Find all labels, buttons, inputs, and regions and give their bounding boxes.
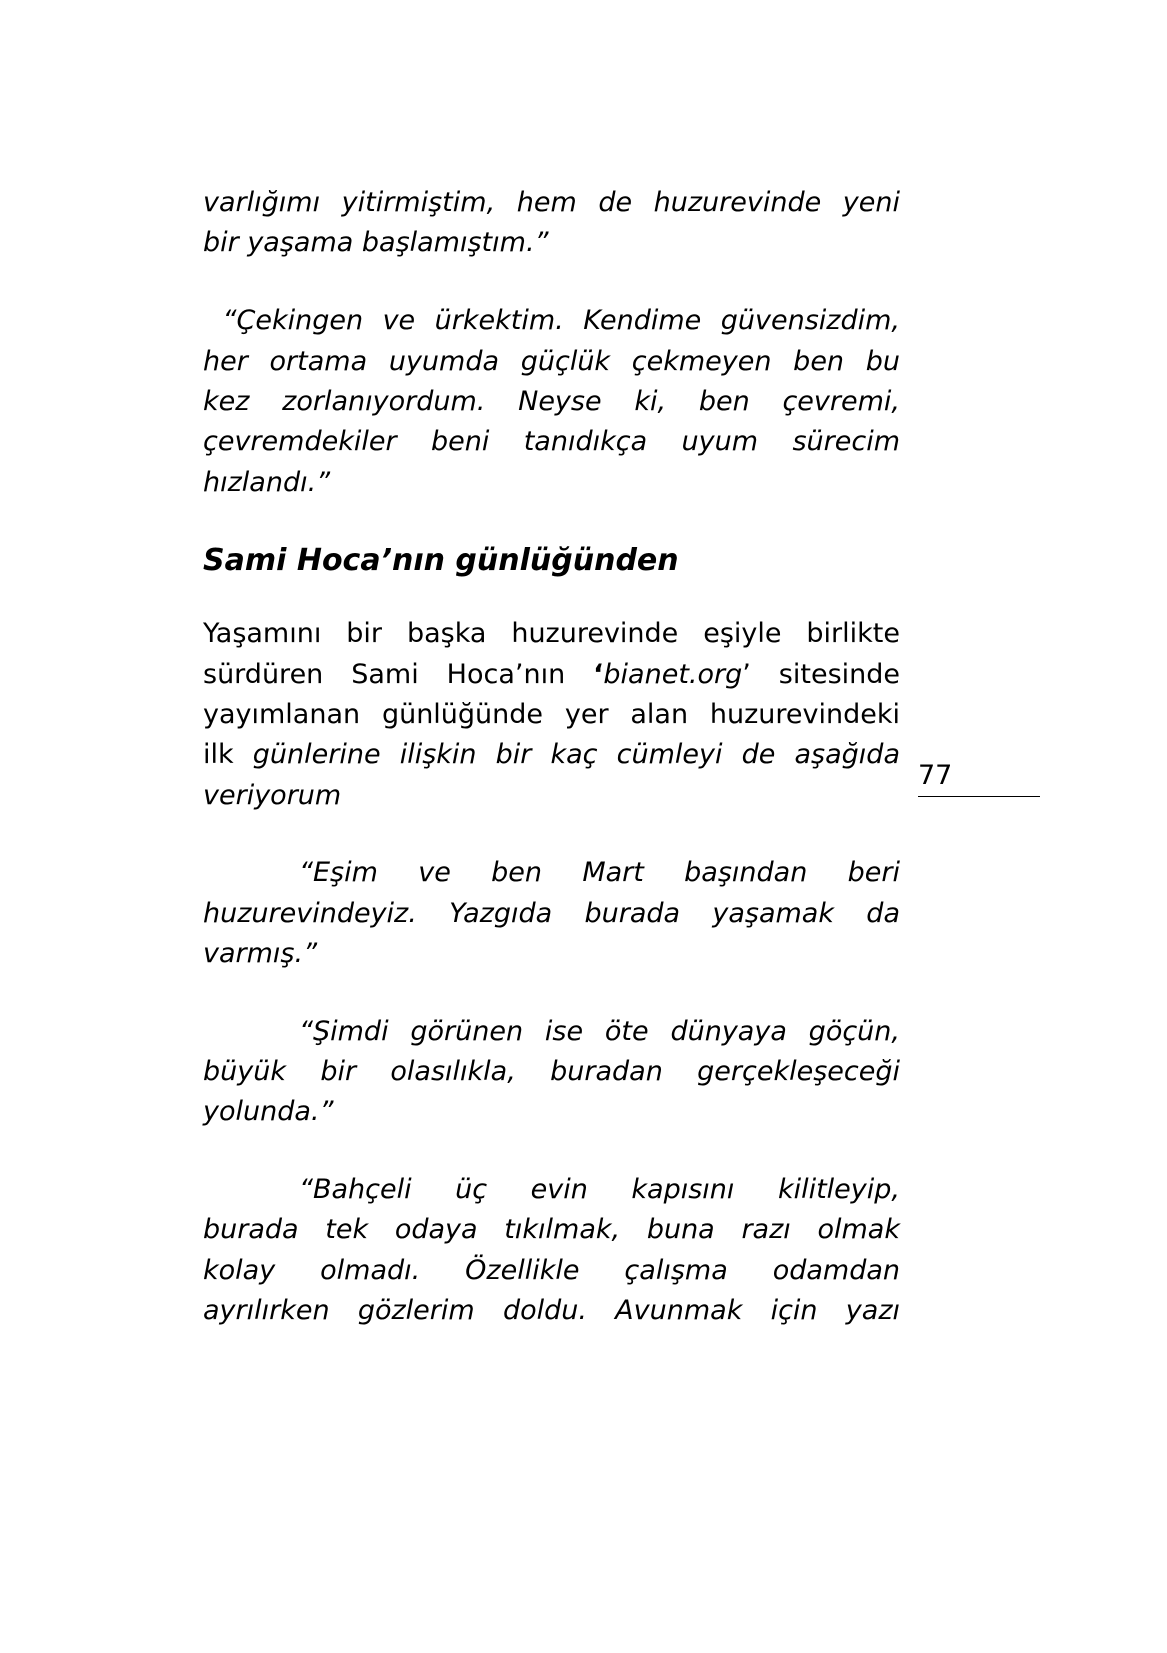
text-span: ilk	[203, 739, 253, 770]
text-line: kolay olmadı. Özellikle çalışma odamdan	[203, 1255, 900, 1286]
text-line: bir yaşama başlamıştım.”	[203, 227, 549, 258]
text-line: yolunda.”	[203, 1096, 334, 1127]
text-line: “Şimdi görünen ise öte dünyaya göçün,	[299, 1016, 900, 1047]
text-line: “Bahçeli üç evin kapısını kilitleyip,	[299, 1174, 900, 1205]
text-line: hızlandı.”	[203, 467, 331, 498]
text-line	[203, 738, 900, 772]
text-span: sürdüren Sami Hoca’nın	[203, 659, 594, 690]
text-line: büyük bir olasılıkla, buradan gerçekleşeceği	[203, 1056, 900, 1087]
text-line: yayımlanan günlüğünde yer alan huzurevindeki	[203, 699, 900, 730]
text-line: varlığımı yitirmiştim, hem de huzurevinde yeni	[203, 187, 900, 218]
text-line	[203, 658, 900, 692]
text-line: “Çekingen ve ürkektim. Kendime güvensizdim,	[203, 305, 900, 336]
text-line: çevremdekiler beni tanıdıkça uyum sürecim	[203, 426, 900, 457]
section-heading: Sami Hoca’nın günlüğünden	[203, 543, 679, 578]
website-name: bianet.org	[603, 659, 743, 690]
text-span: ’ sitesinde	[742, 659, 900, 690]
open-quote: ‘	[593, 659, 604, 690]
text-line: her ortama uyumda güçlük çekmeyen ben bu	[203, 346, 900, 377]
page-number: 77	[918, 760, 953, 791]
text-span-italic: günlerine ilişkin bir kaç cümleyi de aşağıda	[252, 739, 900, 770]
text-line: Yaşamını bir başka huzurevinde eşiyle birlikte	[203, 618, 900, 649]
page-number-rule	[918, 796, 1040, 797]
text-line: ayrılırken gözlerim doldu. Avunmak için yazı	[203, 1295, 900, 1326]
text-line: kez zorlanıyordum. Neyse ki, ben çevremi,	[203, 386, 900, 417]
text-line: veriyorum	[203, 780, 342, 811]
text-line: huzurevindeyiz. Yazgıda burada yaşamak da	[203, 898, 900, 929]
text-line: “Eşim ve ben Mart başından beri	[299, 857, 900, 888]
text-line: varmış.”	[203, 938, 318, 969]
text-line: burada tek odaya tıkılmak, buna razı olmak	[203, 1214, 900, 1245]
